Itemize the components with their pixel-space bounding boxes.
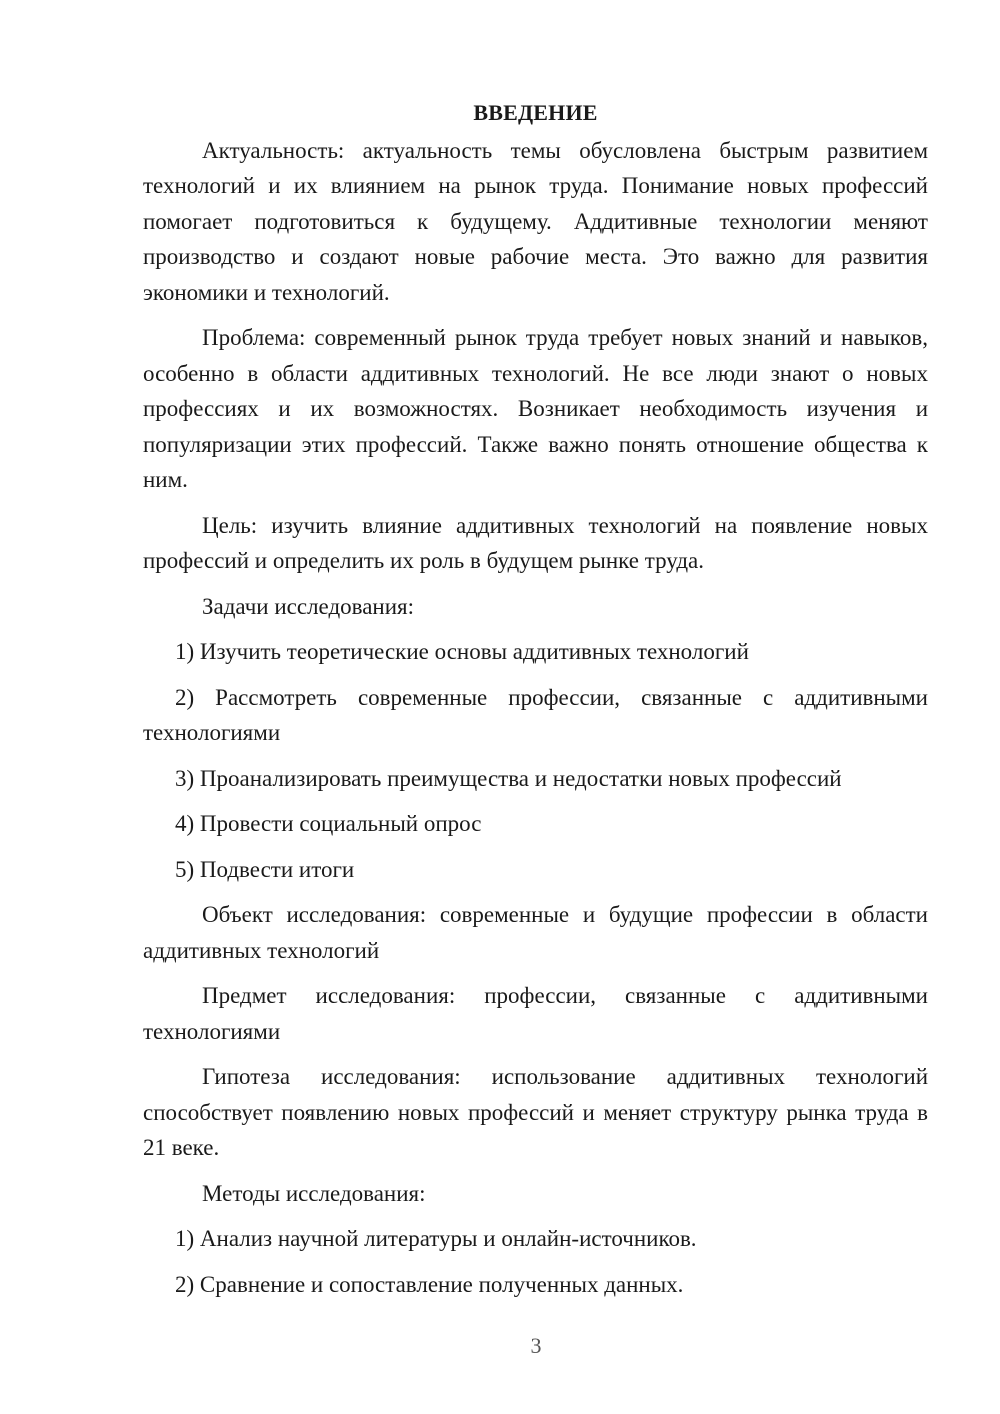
task-item-1: 1) Изучить теоретические основы аддитивных технологий bbox=[175, 639, 749, 664]
subject-paragraph: Предмет исследования: профессии, связанные с аддитивными технологиями bbox=[143, 983, 928, 1044]
page-content bbox=[143, 95, 928, 1312]
task-item-2: 2) Рассмотреть современные профессии, связанные с аддитивными технологиями bbox=[143, 684, 928, 745]
object-paragraph: Объект исследования: современные и будущие профессии в области аддитивных технологий bbox=[143, 902, 928, 963]
task-item-4: 4) Провести социальный опрос bbox=[175, 811, 482, 836]
hypothesis-paragraph: Гипотеза исследования: использование аддитивных технологий способствует появлению новых профессий и меняет структуру рынка труда в 21 веке. bbox=[143, 1064, 928, 1160]
task-item-3: 3) Проанализировать преимущества и недостатки новых профессий bbox=[175, 765, 842, 791]
method-item-2: 2) Сравнение и сопоставление полученных данных. bbox=[175, 1271, 684, 1297]
method-item-1: 1) Анализ научной литературы и онлайн-источников. bbox=[175, 1226, 697, 1251]
methods-title: Методы исследования: bbox=[202, 1180, 426, 1206]
goal-paragraph: Цель: изучить влияние аддитивных технологий на появление новых профессий и определить их роль в будущем рынке труда. bbox=[143, 512, 928, 573]
task-item-5: 5) Подвести итоги bbox=[175, 856, 355, 882]
problem-paragraph: Проблема: современный рынок труда требует новых знаний и навыков, особенно в области аддитивных технологий. Не все люди знают о новых профессиях и их возможностях. Возникает необходимость изучения и популяризации этих профессий. Также важно понять отношение общества к ним. bbox=[143, 325, 928, 492]
page-number: 3 bbox=[530, 1333, 542, 1358]
tasks-title: Задачи исследования: bbox=[202, 593, 415, 619]
section-heading: ВВЕДЕНИЕ bbox=[473, 100, 598, 125]
relevance-paragraph: Актуальность: актуальность темы обусловлена быстрым развитием технологий и их влиянием на рынок труда. Понимание новых профессий помогает подготовиться к будущему. Аддитивные технологии меняют производство и создают новые рабочие места. Это важно для развития экономики и технологий. bbox=[143, 137, 928, 305]
